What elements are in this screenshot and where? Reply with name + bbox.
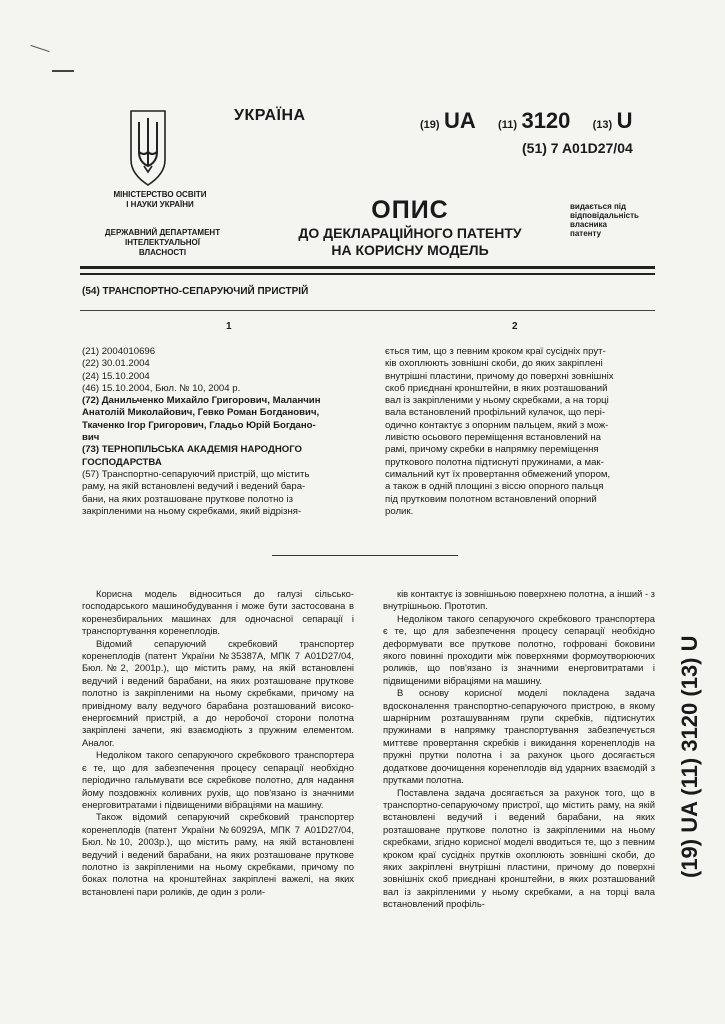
country-name: УКРАЇНА	[234, 107, 306, 124]
bibliographic-data: (21) 2004010696 (22) 30.01.2004 (24) 15.10.2004 (46) 15.10.2004, Бюл. № 10, 2004 р. (72) Данильченко Михайло Григорович, Маланчин Анатолій Миколайович, Гевко Роман Богданович, Ткаченко Ігор Григорович, Гладьо Юрій Богдано- вич (73) ТЕРНОПІЛЬСЬКА АКАДЕМІЯ НАРОДНОГО ГОСПОДАРСТВА (57) Транспортно-сепаруючий пристрій, що містить раму, на якій встановлені ведучий і ведений бара- бани, на яких розташоване пруткове полотно із закріпленими на ньому скребками, який відрізня-	[82, 346, 321, 517]
country-code: UA	[444, 108, 476, 133]
scan-mark	[52, 70, 74, 72]
paragraph: Також відомий сепаруючий скребковий транспортер коренеплодів (патент України №60929А, МПК 7 А01D27/04, Бюл.№10, 2003р.), що містить раму, на якій встановлені ведучий і ведений барабани, на яких розташоване пруткове полотно із закріпленими на ньому скребками, причому по боках полотна на кронштейнах закріплені важелі, на яких встановлені пари роликів, де один з роли-	[82, 811, 354, 897]
code-19: (19)	[420, 119, 440, 131]
doc-type: ОПИС	[371, 196, 449, 224]
column-number-2: 2	[512, 321, 518, 332]
title-rule	[80, 310, 655, 311]
patent-number: 3120	[521, 108, 571, 133]
paragraph: В основу корисної моделі покладена задача вдосконалення транспортно-сепаруючого пристрою, в якому шарнірним розташуванням групи скребків, підтиснутих пружинами в напрямку транспортування забезпечується миттєве провертання скребків і викидання коренеплодів на пружні прутки полотна і за рахунок цього досягається додаткове доочищення коренеплодів від ударних взаємодій з прутками полотна.	[383, 687, 655, 786]
paragraph: ків контактує із зовнішньою поверхнею полотна, а інший - з внутрішньою. Прототип.	[383, 588, 655, 612]
side-patent-code	[667, 610, 707, 880]
paragraph: Корисна модель відноситься до галузі сільсько-господарського машинобудування і може бути застосована в коренезбиральних машинах для одночасної сепарації і транспортування коренеплодів.	[82, 588, 354, 637]
paragraph: Недоліком такого сепаруючого скребкового транспортера є те, що для забезпечення процесу сепарації необхідно деформувати все пруткове полотно, гофровані боковини якого повинні проходити між поверхнями формоутворюючих роликів, що пов'язано із значними енерговитратами і підвищеними вібраціями на машину.	[383, 612, 655, 686]
section-separator	[272, 555, 458, 556]
issued-note: видається під відповідальність власника патенту	[570, 202, 639, 238]
classification-code: (51) 7 A01D27/04	[522, 140, 633, 156]
claim-continued: ється тим, що з певним кроком краї сусідніх прут- ків охоплюють зовнішні скоби, до яких закріплені внутрішні пластини, причому до поверхні зовнішніх скоб приєднані кронштейни, в яких розташований вал із закріпленими у ньому скребками, а на торці вала встановлений профільний кулачок, що пері- одично контактує з опорним пальцем, який з мож- ливістю осьового переміщення встановлений на рамі, причому скребки в напрямку переміщення пруткового полотна підтиснуті пружинами, а мак- симальний кут їх провертання обмежений упором, а також в одній площині з віссю опорного пальця під прутковим полотном встановлений опорний ролик.	[385, 346, 614, 517]
patent-kind: U	[616, 108, 633, 133]
department-name: ДЕРЖАВНИЙ ДЕПАРТАМЕНТ ІНТЕЛЕКТУАЛЬНОЇ ВЛАСНОСТІ	[104, 228, 221, 257]
code-13: (13)	[592, 119, 613, 131]
header-rule-thin	[80, 273, 655, 275]
side-code-text: (19) UA (11) 3120 (13) U	[677, 635, 702, 878]
description-right-column	[383, 588, 655, 911]
scan-mark	[30, 45, 49, 52]
ministry-name: МІНІСТЕРСТВО ОСВІТИ І НАУКИ УКРАЇНИ	[113, 190, 207, 209]
paragraph: Поставлена задача досягається за рахунок того, що в транспортно-сепаруючому пристрої, що містить раму, на якій встановлені ведучий і ведений барабани, на яких розташоване пруткове полотно із закріпленими на ньому скребками, згідно корисної моделі вводиться те, що з певним кроком краї сусідніх прутків охоплюють зовнішні скоби, до яких закріплені внутрішні пластини, причому до поверхні зовнішніх скоб приєднані кронштейни, в яких розташований вал із закріпленими у ньому скребками, а на торці вала встановлений профіль-	[383, 786, 655, 910]
paragraph: Недоліком такого сепаруючого скребкового транспортера є те, що для забезпечення процесу сепарації необхідно періодично гальмувати все скребкове полотно, для надання йому поздовжніх коливних рухів, що пов'язано із значними енерговитратами і підвищеними вібраціями на машину.	[82, 749, 354, 810]
document-title: ОПИС ДО ДЕКЛАРАЦІЙНОГО ПАТЕНТУ НА КОРИСНУ МОДЕЛЬ	[280, 196, 540, 259]
column-number-1: 1	[226, 321, 232, 332]
patent-codes	[420, 108, 633, 134]
description-left-column	[82, 588, 354, 898]
paragraph: Відомий сепаруючий скребковий транспортер коренеплодів (патент України №35387А, МПК 7 А01D27/04, Бюл.№2, 2001р.), що містить раму, на якій встановлені ведучий і ведений барабани, на яких розташоване пруткове полотно із закріпленими на ньому скребками, причому на привідному валу ведучого барабана розташований високо-енергоємний пристрій, а до неробочої сторони полотна закріплені зачепи, які взаємодіють з пружним елементом. Аналог.	[82, 637, 354, 748]
header-rule-thick	[80, 266, 655, 269]
invention-title: (54) ТРАНСПОРТНО-СЕПАРУЮЧИЙ ПРИСТРІЙ	[82, 286, 309, 297]
code-11: (11)	[498, 119, 517, 131]
trident-emblem-icon	[128, 108, 168, 188]
